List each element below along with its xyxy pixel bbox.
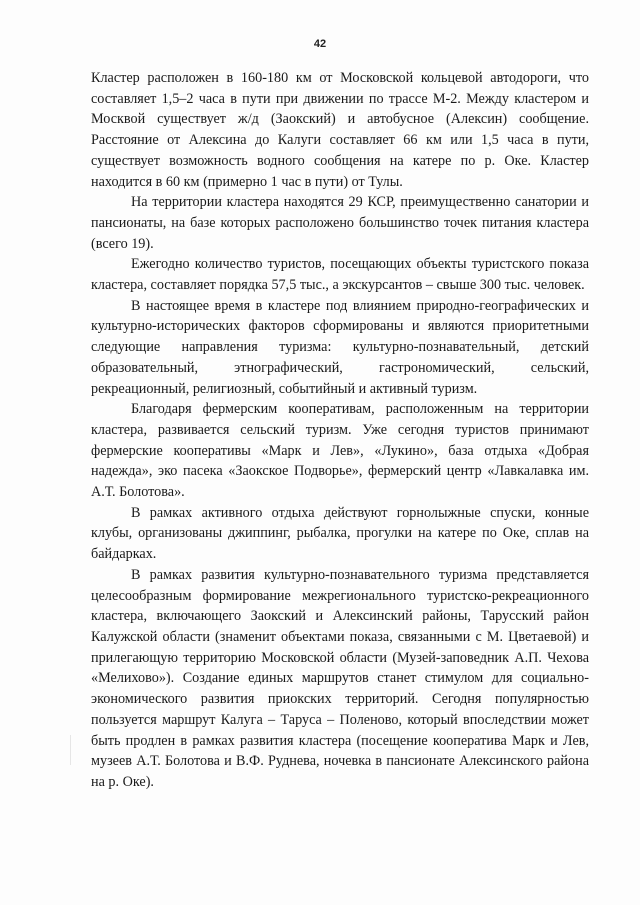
document-body — [91, 68, 589, 793]
paragraph-tourist-count: Ежегодно количество туристов, посещающих объекты туристского показа кластера, составляет порядка 57,5 тыс., а экскурсантов – свыше 300 тыс. человек. — [91, 256, 589, 294]
scan-margin-mark — [70, 735, 71, 765]
paragraph-location: Кластер расположен в 160-180 км от Московской кольцевой автодороги, что составляет 1,5–2 часа в пути при движении по трассе М-2. Между кластером и Москвой существует ж/д (Заокский) и автобусное (Алексин) сообщение. Расстояние от Алексина до Калуги составляет 66 км или 1,5 часа в пути, существует возможность водного сообщения на катере по р. Оке. Кластер находится в 60 км (примерно 1 час в пути) от Тулы. — [91, 70, 589, 190]
paragraph-active-recreation: В рамках активного отдыха действуют горнолыжные спуски, конные клубы, организованы джиппинг, рыбалка, прогулки на катере по Оке, сплав на байдарках. — [91, 504, 589, 563]
paragraph-accommodation: На территории кластера находятся 29 КСР, преимущественно санатории и пансионаты, на базе которых расположено большинство точек питания кластера (всего 19). — [91, 194, 589, 252]
page-number: 42 — [313, 38, 327, 50]
paragraph-rural-tourism: Благодаря фермерским кооперативам, расположенным на территории кластера, развивается сельский туризм. Уже сегодня туристов принимают фермерские кооперативы «Марк и Лев», «Лукино», база отдыха «Добрая надежда», эко пасека «Заокское Подворье», фермерский центр «Лавкалавка им. А.Т. Болотова». — [91, 401, 589, 501]
paragraph-tourism-directions: В настоящее время в кластере под влиянием природно-географических и культурно-исторических факторов сформированы и являются приоритетными следующие направления туризма: культурно-познавательный, детский образовательный, этнографический, гастрономический, сельский, рекреационный, религиозный, событийный и активный туризм. — [91, 297, 589, 397]
paragraph-cultural-cluster: В рамках развития культурно-познавательного туризма представляется целесообразным формирование межрегионального туристско-рекреационного кластера, включающего Заокский и Алексинский районы, Тарусский район Калужской области (знаменит объектами показа, связанными с М. Цветаевой) и прилегающую территорию Московской области (Музей-заповедник А.П. Чехова «Мелихово»). Создание единых маршрутов станет стимулом для социально-экономического развития приокских территорий. Сегодня популярностью пользуется маршрут Калуга – Таруса – Поленово, который впоследствии может быть продлен в рамках развития кластера (посещение кооператива Марк и Лев, музеев А.Т. Болотова и В.Ф. Руднева, ночевка в пансионате Алексинского района на р. Оке). — [91, 566, 589, 790]
